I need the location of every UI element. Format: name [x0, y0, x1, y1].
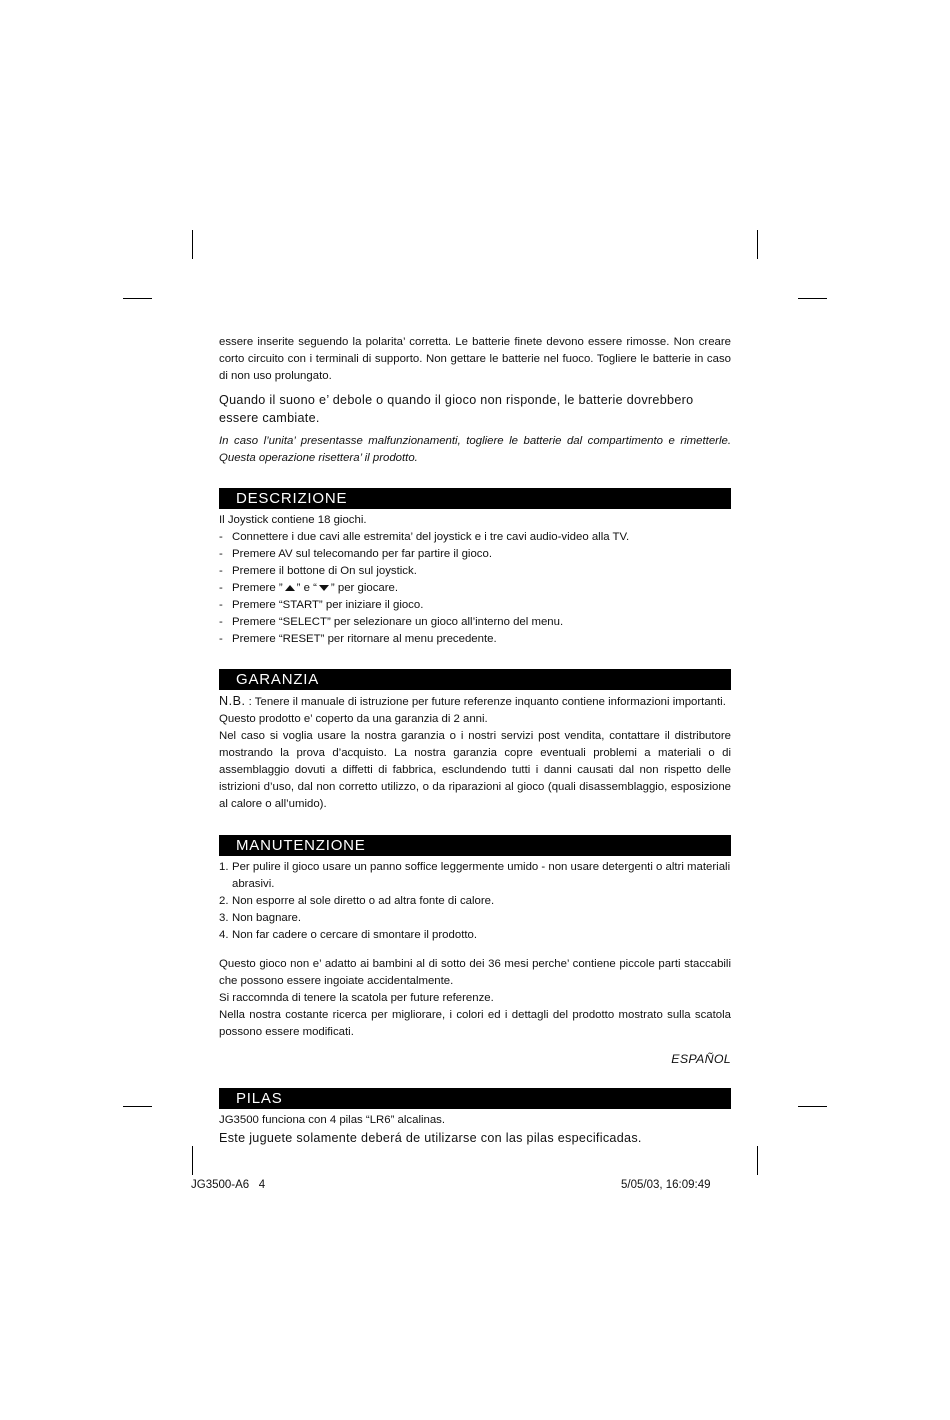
- footer-left: JG3500-A6 4: [191, 1179, 266, 1191]
- pilas-line-1: JG3500 funciona con 4 pilas “LR6” alcalinas.: [219, 1114, 446, 1126]
- dash-marker: -: [219, 582, 223, 594]
- section-header-garanzia: GARANZIA: [219, 669, 731, 690]
- crop-mark-bottom-left: [192, 1146, 193, 1175]
- dash-marker: -: [219, 599, 223, 611]
- descrizione-intro: Il Joystick contiene 18 giochi.: [219, 514, 367, 526]
- dash-marker: -: [219, 616, 223, 628]
- list-item: - Premere “RESET” per ritornare al menu precedente.: [219, 631, 731, 648]
- keep-box-note: Si raccomnda di tenere la scatola per future referenze.: [219, 992, 494, 1004]
- pilas-body: [219, 1112, 731, 1147]
- manutenzione-list: [219, 859, 731, 944]
- language-label: ESPAÑOL: [671, 1052, 731, 1066]
- crop-mark-left-upper: [123, 298, 152, 299]
- dash-marker: -: [219, 565, 223, 577]
- crop-mark-top-left: [192, 230, 193, 259]
- list-item: - Connettere i due cavi alle estremita’ del joystick e i tre cavi audio-video alla TV.: [219, 529, 731, 546]
- content-column: [219, 334, 731, 1147]
- descrizione-body: [219, 512, 731, 648]
- list-item: - Premere AV sul telecomando per far partire il gioco.: [219, 546, 731, 563]
- crop-mark-top-right: [757, 230, 758, 259]
- list-item: 3. Non bagnare.: [219, 912, 302, 924]
- sound-paragraph: Quando il suono e’ debole o quando il gioco non risponde, le batterie dovrebbero essere cambiate.: [219, 393, 694, 425]
- intro-block: [219, 334, 731, 467]
- list-item: - Premere il bottone di On sul joystick.: [219, 563, 731, 580]
- footer-right: 5/05/03, 16:09:49: [621, 1179, 711, 1191]
- crop-mark-left-lower: [123, 1106, 152, 1107]
- arrow-up-icon: [285, 585, 295, 591]
- list-item: - Premere “START” per iniziare il gioco.: [219, 597, 731, 614]
- arrow-down-icon: [319, 585, 329, 591]
- garanzia-body: [219, 693, 731, 813]
- section-header-pilas: PILAS: [219, 1088, 731, 1109]
- crop-mark-right-lower: [798, 1106, 827, 1107]
- manutenzione-body: [219, 859, 731, 1068]
- list-item: - Premere ” ” e “ ” per giocare.: [219, 580, 731, 597]
- descrizione-list: [219, 529, 731, 648]
- pilas-line-2: Este juguete solamente deberá de utilizarse con las pilas especificadas.: [219, 1131, 642, 1145]
- section-header-descrizione: DESCRIZIONE: [219, 488, 731, 509]
- dash-marker: -: [219, 531, 223, 543]
- list-item: - Premere “SELECT” per selezionare un gioco all’interno del menu.: [219, 614, 731, 631]
- dash-marker: -: [219, 548, 223, 560]
- malfunction-paragraph: In caso l’unita’ presentasse malfunzionamenti, togliere le batterie dal compartimento e rimetterle. Questa operazione risettera’ il prodotto.: [219, 435, 731, 464]
- list-item: 1. Per pulire il gioco usare un panno soffice leggermente umido - non usare detergenti o altri materiali abrasivi.: [219, 861, 731, 890]
- section-header-manutenzione: MANUTENZIONE: [219, 835, 731, 856]
- coverage-paragraph: Questo prodotto e’ coperto da una garanzia di 2 anni.: [219, 713, 488, 725]
- dash-marker: -: [219, 633, 223, 645]
- list-item: 4. Non far cadere o cercare di smontare il prodotto.: [219, 929, 478, 941]
- nb-paragraph: N.B. : Tenere il manuale di istruzione per future referenze inquanto contiene informazioni importanti.: [219, 694, 726, 708]
- list-item: 2. Non esporre al sole diretto o ad altra fonte di calore.: [219, 895, 495, 907]
- battery-paragraph: essere inserite seguendo la polarita’ corretta. Le batterie finete devono essere rimosse. Non creare corto circuito con i terminali di supporto. Non gettare le batterie nel fuoco. Togliere le batterie in caso di non uso prolungato.: [219, 336, 731, 382]
- warranty-details: Nel caso si voglia usare la nostra garanzia o i nostri servizi post vendita, contattare il distributore mostrando la prova d’acquisto. La nostra garanzia copre eventuali problemi a materiali o di assemblaggio dovuti a diffetti di fabbrica, esclundendo tutti i danni causati dal non rispetto delle istrizioni d’uso, dal non corretto utilizzo, o da riparazioni al gioco (quali disassemblaggio, esposizione al calore o all’umido).: [219, 730, 731, 810]
- age-warning: Questo gioco non e’ adatto ai bambini al di sotto dei 36 mesi perche’ contiene piccole parti staccabili che possono essere ingoiate accidentalmente.: [219, 958, 731, 987]
- nb-label: N.B.: [219, 694, 246, 708]
- crop-mark-right-upper: [798, 298, 827, 299]
- crop-mark-bottom-right: [757, 1146, 758, 1175]
- changes-note: Nella nostra costante ricerca per migliorare, i colori ed i dettagli del prodotto mostrato sulla scatola possono essere modificati.: [219, 1009, 731, 1038]
